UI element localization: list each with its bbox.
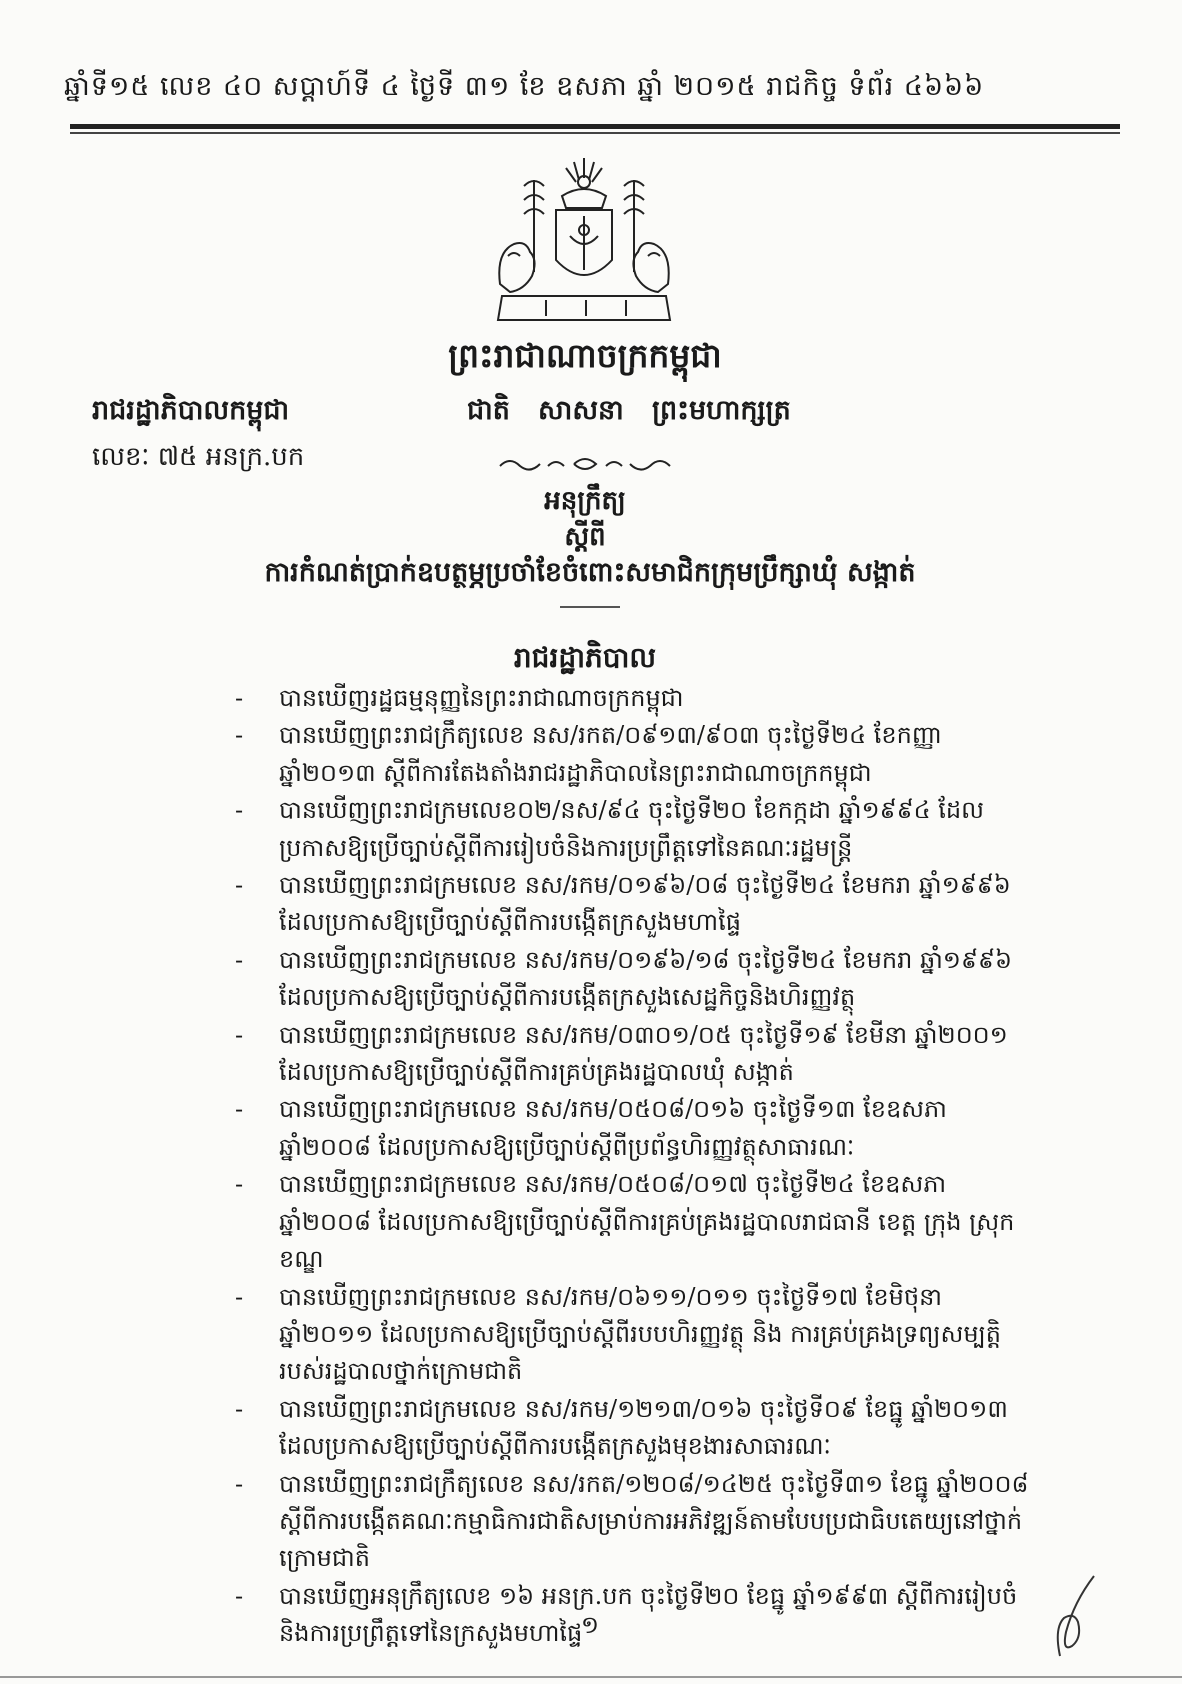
issuer-heading: រាជរដ្ឋាភិបាល — [513, 641, 657, 674]
list-item-text: បានឃើញព្រះរាជក្រមលេខ នស/រកម/០១៩៦/០៨ ចុះថ្ងៃទី២៤ ខែមករា ឆ្នាំ១៩៩៦ ដែលប្រកាសឱ្យប្រើច្បាប់ស្ដីពីការបង្កើតក្រសួងមហាផ្ទៃ — [279, 871, 1011, 937]
dash-bullet: - — [235, 1170, 244, 1199]
dash-bullet: - — [235, 796, 244, 825]
list-item — [235, 717, 1035, 792]
list-item-text: បានឃើញព្រះរាជក្រមលេខ នស/រកម/០៦១១/០១១ ចុះថ្ងៃទី១៧ ខែមិថុនា ឆ្នាំ២០១១ ដែលប្រកាសឱ្យប្រើច្បាប់ស្ដីពីរបបហិរញ្ញវត្ថុ និង ការគ្រប់គ្រងទ្រព្យសម្បត្តិរបស់រដ្ឋបាលថ្នាក់ក្រោមជាតិ — [279, 1282, 1002, 1386]
list-item — [235, 1466, 1035, 1578]
list-item-text: បានឃើញរដ្ឋធម្មនុញ្ញនៃព្រះរាជាណាចក្រកម្ពុជា — [279, 684, 684, 712]
list-item-text: បានឃើញព្រះរាជក្រមលេខ០២/នស/៩៤ ចុះថ្ងៃទី២០ ខែកក្កដា ឆ្នាំ១៩៩៤ ដែលប្រកាសឱ្យប្រើច្បាប់ស្ដីពីការរៀបចំនិងការប្រព្រឹត្តទៅនៃគណៈរដ្ឋមន្ត្រី — [279, 796, 984, 862]
kingdom-title: ព្រះរាជាណាចក្រកម្ពុជា — [448, 336, 722, 375]
dash-bullet: - — [235, 1282, 244, 1311]
legal-basis-list — [235, 680, 1035, 1653]
list-item — [235, 792, 1035, 867]
list-item-text: បានឃើញព្រះរាជក្រមលេខ នស/រកម/០៥០៨/០១៧ ចុះថ្ងៃទី២៤ ខែឧសភា ឆ្នាំ២០០៨ ដែលប្រកាសឱ្យប្រើច្បាប់ស្ដីពីការគ្រប់គ្រងរដ្ឋបាលរាជធានី ខេត្ត ក្រុង ស្រុក ខណ្ឌ — [279, 1170, 1015, 1274]
list-item — [235, 1578, 1035, 1653]
signature-mark-icon — [1024, 1572, 1114, 1662]
ornament-divider-icon — [490, 454, 680, 476]
dash-bullet: - — [235, 1095, 244, 1124]
dash-bullet: - — [235, 871, 244, 900]
list-item-text: បានឃើញព្រះរាជក្រឹត្យលេខ នស/រកត/០៩១៣/៩០៣ ចុះថ្ងៃទី២៤ ខែកញ្ញា ឆ្នាំ២០១៣ ស្ដីពីការតែងតាំងរាជរដ្ឋាភិបាលនៃព្រះរាជាណាចក្រកម្ពុជា — [279, 721, 942, 787]
list-item — [235, 942, 1035, 1017]
dash-bullet: - — [235, 1469, 244, 1498]
list-item — [235, 1017, 1035, 1092]
list-item — [235, 1091, 1035, 1166]
decree-about: ស្ដីពី — [564, 522, 606, 552]
list-item — [235, 1391, 1035, 1466]
list-item-text: បានឃើញព្រះរាជក្រមលេខ នស/រកម/១២១៣/០១៦ ចុះថ្ងៃទី០៩ ខែធ្នូ ឆ្នាំ២០១៣ ដែលប្រកាសឱ្យប្រើច្បាប់ស្ដីពីការបង្កើតក្រសួងមុខងារសាធារណៈ — [279, 1394, 1008, 1461]
dash-bullet: - — [235, 945, 244, 974]
list-item — [235, 867, 1035, 942]
document-number: លេខៈ ៧៥ អនក្រ.បក — [92, 442, 305, 472]
list-item-text: បានឃើញអនុក្រឹត្យលេខ ១៦ អនក្រ.បក ចុះថ្ងៃទី២០ ខែធ្នូ ឆ្នាំ១៩៩៣ ស្ដីពីការរៀបចំនិងការប្រព្រឹត្តទៅនៃក្រសួងមហាផ្ទៃ — [279, 1581, 1018, 1648]
list-item — [235, 1279, 1035, 1391]
list-item — [235, 1166, 1035, 1278]
list-item-text: បានឃើញព្រះរាជក្រមលេខ នស/រកម/០១៩៦/១៨ ចុះថ្ងៃទី២៤ ខែមករា ឆ្នាំ១៩៩៦ ដែលប្រកាសឱ្យប្រើច្បាប់ស្ដីពីការបង្កើតក្រសួងសេដ្ឋកិច្ចនិងហិរញ្ញវត្ថុ — [279, 945, 1012, 1012]
coat-of-arms-icon — [486, 152, 682, 328]
list-item-text: បានឃើញព្រះរាជក្រឹត្យលេខ នស/រកត/១២០៨/១៤២៥ ចុះថ្ងៃទី៣១ ខែធ្នូ ឆ្នាំ២០០៨ ស្ដីពីការបង្កើតគណៈកម្មាធិការជាតិសម្រាប់ការអភិវឌ្ឍន៍តាមបែបប្រជាធិបតេយ្យនៅថ្នាក់ក្រោមជាតិ — [279, 1469, 1029, 1573]
dash-bullet: - — [235, 1020, 244, 1049]
decree-heading: អនុក្រឹត្យ — [544, 486, 626, 516]
list-item-text: បានឃើញព្រះរាជក្រមលេខ នស/រកម/០៣០១/០៥ ចុះថ្ងៃទី១៩ ខែមីនា ឆ្នាំ២០០១ ដែលប្រកាសឱ្យប្រើច្បាប់ស្ដីពីការគ្រប់គ្រងរដ្ឋបាលឃុំ សង្កាត់ — [279, 1020, 1008, 1087]
national-motto: ជាតិ សាសនា ព្រះមហាក្សត្រ — [467, 395, 791, 426]
list-item — [235, 680, 1035, 717]
header-rule-thin — [70, 132, 1120, 134]
header-rule — [70, 124, 1120, 129]
page-bottom-edge — [0, 1676, 1182, 1678]
government-label: រាជរដ្ឋាភិបាលកម្ពុជា — [92, 395, 290, 426]
dash-bullet: - — [235, 1394, 244, 1423]
page-number: ១ — [580, 1611, 600, 1639]
dash-bullet: - — [235, 684, 244, 712]
list-item-text: បានឃើញព្រះរាជក្រមលេខ នស/រកម/០៥០៨/០១៦ ចុះថ្ងៃទី១៣ ខែឧសភា ឆ្នាំ២០០៨ ដែលប្រកាសឱ្យប្រើច្បាប់ស្ដីពីប្រព័ន្ធហិរញ្ញវត្ថុសាធារណៈ — [279, 1095, 947, 1161]
dash-bullet: - — [235, 721, 244, 750]
title-divider — [560, 606, 620, 608]
gazette-header: ឆ្នាំទី១៥ លេខ ៤០ សប្ដាហ៍ទី ៤ ថ្ងៃទី ៣១ ខែ ឧសភា ឆ្នាំ ២០១៥ រាជកិច្ច ទំព័រ ៤៦៦៦ — [64, 71, 985, 102]
decree-subject: ការកំណត់ប្រាក់ឧបត្ថម្ភប្រចាំខែចំពោះសមាជិកក្រុមប្រឹក្សាឃុំ សង្កាត់ — [264, 557, 916, 588]
dash-bullet: - — [235, 1581, 244, 1610]
